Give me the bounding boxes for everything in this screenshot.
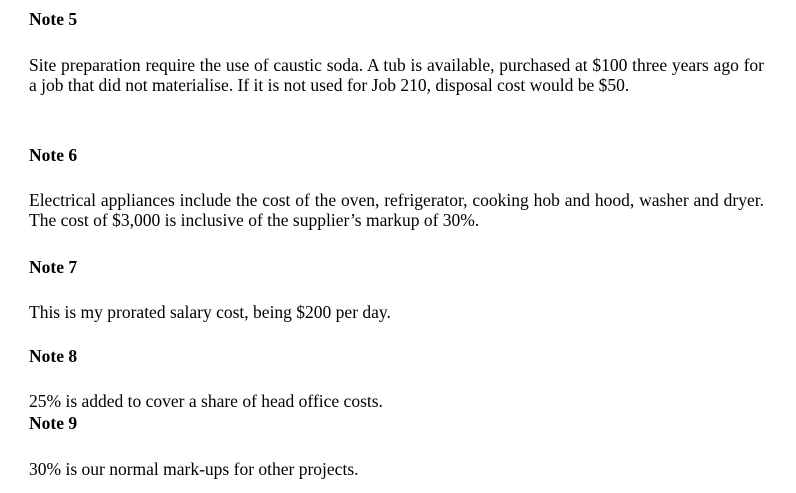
note-8-heading: Note 8 [29,346,78,366]
note-5-heading: Note 5 [29,9,78,29]
note-5-text: Site preparation require the use of caustic soda. A tub is available, purchased at $100 three years ago for a job that did not materialise. If it is not used for Job 210, disposal cost would be $50. [29,55,764,95]
note-6-text: Electrical appliances include the cost of the oven, refrigerator, cooking hob and hood, washer and dryer. The cost of $3,000 is inclusive of the supplier’s markup of 30%. [29,190,764,230]
note-8-text: 25% is added to cover a share of head office costs. [29,391,383,411]
note-7-heading: Note 7 [29,257,78,277]
note-9-heading: Note 9 [29,413,78,433]
note-7-text: This is my prorated salary cost, being $200 per day. [29,302,391,322]
note-9-text: 30% is our normal mark-ups for other projects. [29,459,359,479]
note-6-heading: Note 6 [29,145,78,165]
